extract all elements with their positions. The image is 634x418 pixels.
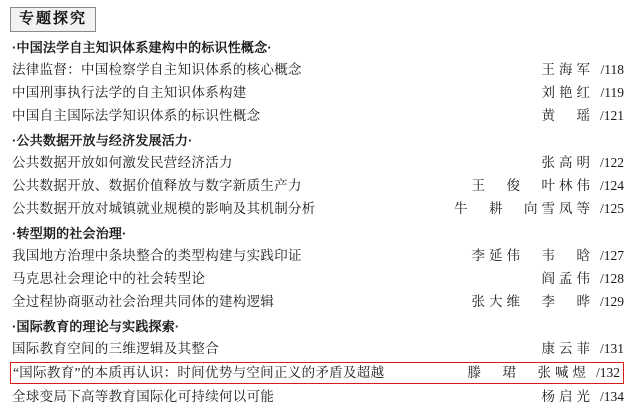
highlighted-list-item[interactable] <box>10 362 624 384</box>
entry-authors: 阎孟伟 <box>541 271 594 286</box>
entry-page: /121 <box>599 108 624 123</box>
entry-authors: 康云菲 <box>541 341 594 356</box>
entry-page: /127 <box>599 248 624 263</box>
section-heading: ·转型期的社会治理· <box>12 226 127 241</box>
list-item[interactable] <box>10 58 624 81</box>
entry-page: /132 <box>595 365 620 380</box>
page-header <box>10 4 624 34</box>
entry-title: 全过程协商驱动社会治理共同体的建构逻辑 <box>12 294 275 309</box>
entry-page: /124 <box>599 178 624 193</box>
entry-title: 我国地方治理中条块整合的类型构建与实践印证 <box>12 248 302 263</box>
entry-title: 国际教育空间的三维逻辑及其整合 <box>12 341 219 356</box>
list-item[interactable] <box>10 104 624 127</box>
entry-authors: 牛 耕 向雪凤等 <box>454 201 594 216</box>
list-item[interactable] <box>10 174 624 197</box>
entry-page: /119 <box>600 85 624 100</box>
entry-page: /122 <box>599 155 624 170</box>
list-item[interactable] <box>10 244 624 267</box>
contents-page <box>0 4 634 418</box>
entry-authors: 王海军 <box>541 62 594 77</box>
entry-authors: 刘艳红 <box>541 85 594 100</box>
header-divider <box>102 14 624 25</box>
entry-authors: 张大维 李 晔 <box>471 294 594 309</box>
section-heading: ·公共数据开放与经济发展活力· <box>12 133 193 148</box>
entry-authors: 杨启光 <box>541 389 594 404</box>
entry-title: 公共数据开放如何激发民营经济活力 <box>12 155 233 170</box>
entry-authors: 张高明 <box>541 155 594 170</box>
section-heading: ·中国法学自主知识体系建构中的标识性概念· <box>12 40 272 55</box>
entry-title: 法律监督：中国检察学自主知识体系的核心概念 <box>12 62 302 77</box>
entry-page: /125 <box>599 201 624 216</box>
entry-title: 公共数据开放对城镇就业规模的影响及其机制分析 <box>12 201 316 216</box>
list-item[interactable] <box>10 151 624 174</box>
entry-page: /129 <box>599 294 624 309</box>
entry-page: /128 <box>599 271 624 286</box>
contents-body <box>10 34 624 408</box>
entry-page: /118 <box>600 62 624 77</box>
entry-title: 全球变局下高等教育国际化可持续何以可能 <box>12 389 275 404</box>
list-item[interactable] <box>10 290 624 313</box>
entry-title: 马克思社会理论中的社会转型论 <box>12 271 206 286</box>
entry-title: 中国刑事执行法学的自主知识体系构建 <box>12 85 247 100</box>
entry-page: /131 <box>599 341 624 356</box>
entry-title: “国际教育”的本质再认识：时间优势与空间正义的矛盾及超越 <box>13 365 385 380</box>
page-title: 专题探究 <box>10 7 96 32</box>
list-item[interactable] <box>10 385 624 408</box>
entry-authors: 李延伟 韦 晗 <box>471 248 594 263</box>
list-item[interactable] <box>10 197 624 220</box>
section-heading: ·国际教育的理论与实践探索· <box>12 319 180 334</box>
entry-page: /134 <box>599 389 624 404</box>
list-item[interactable] <box>10 337 624 360</box>
list-item[interactable] <box>10 267 624 290</box>
entry-title: 公共数据开放、数据价值释放与数字新质生产力 <box>12 178 302 193</box>
entry-authors: 滕 珺 张喊煜 <box>467 365 590 380</box>
list-item[interactable] <box>10 81 624 104</box>
entry-authors: 黄 瑶 <box>541 108 594 123</box>
entry-authors: 王 俊 叶林伟 <box>471 178 594 193</box>
entry-title: 中国自主国际法学知识体系的标识性概念 <box>12 108 261 123</box>
